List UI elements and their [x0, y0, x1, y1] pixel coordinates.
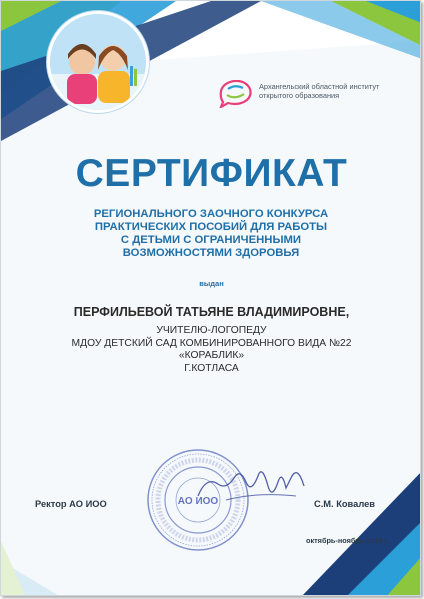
- recipient-role: [1, 325, 421, 375]
- institute-logo: [219, 80, 253, 108]
- subtitle-line: С ДЕТЬМИ С ОГРАНИЧЕННЫМИ: [120, 234, 302, 246]
- organization-name: [259, 82, 399, 100]
- certificate-subtitle: [61, 208, 361, 260]
- recipient-name: ПЕРФИЛЬЕВОЙ ТАТЬЯНЕ ВЛАДИМИРОВНЕ,: [73, 305, 350, 319]
- children-photo: [47, 11, 149, 113]
- issue-date: октябрь-ноябрь 2019 г.: [306, 536, 389, 545]
- issued-label: выдан: [199, 279, 224, 288]
- subtitle-line: ПРАКТИЧЕСКИХ ПОСОБИЙ ДЛЯ РАБОТЫ: [94, 221, 328, 233]
- role-line: МДОУ ДЕТСКИЙ САД КОМБИНИРОВАННОГО ВИДА №22: [71, 337, 352, 349]
- signatory-title: Ректор АО ИОО: [35, 499, 107, 509]
- signatory-name: С.М. Ковалев: [314, 499, 375, 509]
- role-line: Г.КОТЛАСА: [184, 362, 239, 374]
- certificate-title: СЕРТИФИКАТ: [75, 152, 348, 195]
- organization-name-line2: открытого образования: [259, 91, 340, 100]
- subtitle-line: ВОЗМОЖНОСТЯМИ ЗДОРОВЬЯ: [122, 247, 300, 259]
- role-line: «КОРАБЛИК»: [178, 350, 245, 361]
- subtitle-line: РЕГИОНАЛЬНОГО ЗАОЧНОГО КОНКУРСА: [93, 208, 329, 220]
- handwritten-signature: [196, 456, 316, 511]
- organization-name-line1: Архангельский областной институт: [259, 82, 380, 91]
- role-line: УЧИТЕЛЮ-ЛОГОПЕДУ: [156, 325, 267, 336]
- stamp-text: АО ИОО: [177, 496, 219, 507]
